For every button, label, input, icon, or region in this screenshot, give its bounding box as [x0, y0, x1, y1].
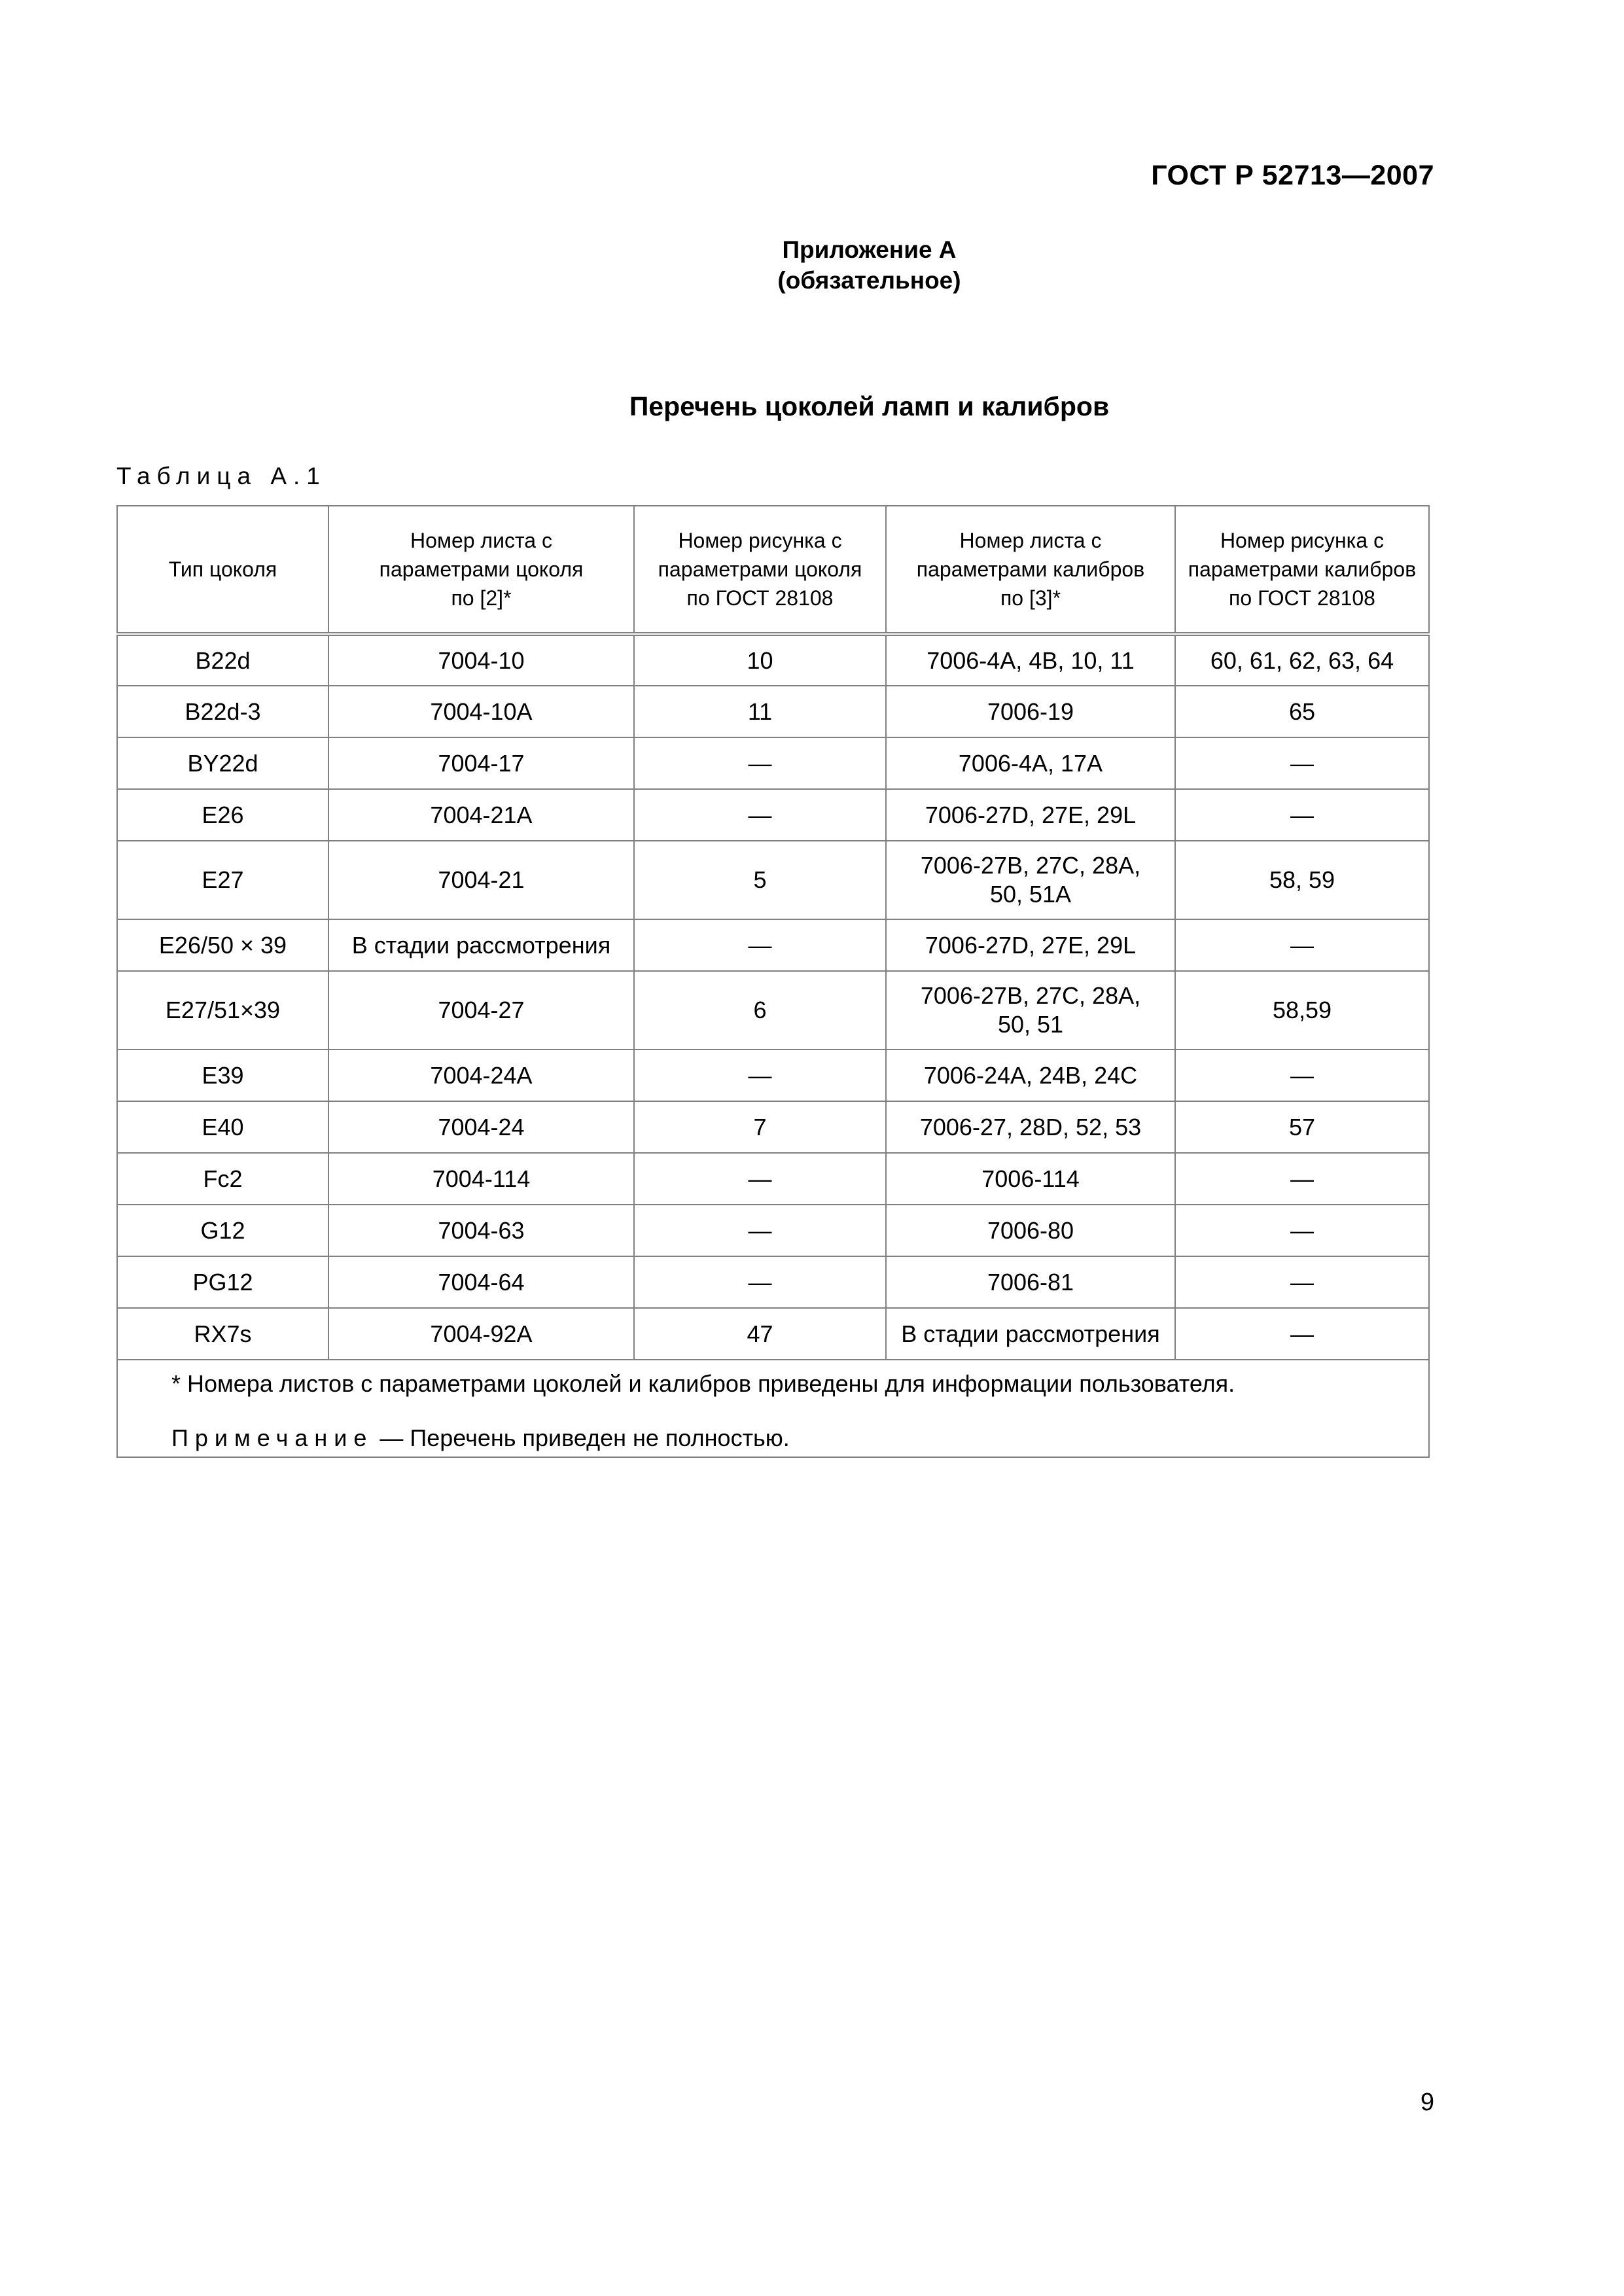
table-row: [117, 737, 1429, 789]
cell-cap-sheet: 7004-63: [328, 1205, 634, 1256]
cell-gauge-figure: 60, 61, 62, 63, 64: [1175, 634, 1429, 686]
annex-status: (обязательное): [777, 267, 961, 294]
cell-gauge-figure: 65: [1175, 686, 1429, 737]
cell-gauge-sheet: 7006-27B, 27C, 28A, 50, 51A: [886, 841, 1175, 919]
cell-cap-type: B22d: [117, 634, 328, 686]
cell-gauge-sheet: 7006-81: [886, 1256, 1175, 1308]
cell-gauge-figure: —: [1175, 1308, 1429, 1360]
table-row: [117, 686, 1429, 737]
cell-cap-sheet: В стадии рассмотрения: [328, 919, 634, 971]
cell-cap-type: RX7s: [117, 1308, 328, 1360]
cell-cap-figure: —: [634, 919, 886, 971]
cell-cap-type: G12: [117, 1205, 328, 1256]
cell-gauge-sheet: 7006-27, 28D, 52, 53: [886, 1101, 1175, 1153]
cell-cap-figure: —: [634, 789, 886, 841]
table-row: [117, 1050, 1429, 1101]
cell-cap-type: E27: [117, 841, 328, 919]
cell-gauge-figure: —: [1175, 1050, 1429, 1101]
table-row: [117, 919, 1429, 971]
cell-cap-sheet: 7004-21: [328, 841, 634, 919]
cell-gauge-sheet: 7006-19: [886, 686, 1175, 737]
cell-cap-type: PG12: [117, 1256, 328, 1308]
cell-gauge-sheet: В стадии рассмотрения: [886, 1308, 1175, 1360]
header-gauge-sheet: Номер листа с параметрами калибров по [3]*: [886, 506, 1175, 634]
note: [118, 1424, 1428, 1453]
table-row: [117, 841, 1429, 919]
table-row: [117, 1205, 1429, 1256]
cell-gauge-sheet: 7006-24A, 24B, 24C: [886, 1050, 1175, 1101]
page-title: Перечень цоколей ламп и калибров: [629, 391, 1110, 421]
table-footer-row: [117, 1360, 1429, 1457]
cell-gauge-figure: —: [1175, 1153, 1429, 1205]
cell-gauge-figure: 57: [1175, 1101, 1429, 1153]
cell-cap-figure: 11: [634, 686, 886, 737]
cell-cap-type: E27/51×39: [117, 971, 328, 1050]
cell-cap-sheet: 7004-24: [328, 1101, 634, 1153]
note-text: — Перечень приведен не полностью.: [373, 1424, 790, 1451]
header-cap-type: Тип цоколя: [117, 506, 328, 634]
cell-gauge-figure: —: [1175, 737, 1429, 789]
table-row: [117, 971, 1429, 1050]
cell-cap-sheet: 7004-114: [328, 1153, 634, 1205]
cell-gauge-sheet: 7006-4А, 4В, 10, 11: [886, 634, 1175, 686]
cell-cap-sheet: 7004-21A: [328, 789, 634, 841]
note-label: Примечание: [171, 1424, 374, 1451]
cell-cap-sheet: 7004-27: [328, 971, 634, 1050]
cell-cap-figure: —: [634, 1050, 886, 1101]
table-row: [117, 1101, 1429, 1153]
cell-gauge-sheet: 7006-4A, 17A: [886, 737, 1175, 789]
table-row: [117, 1153, 1429, 1205]
table-footnotes: [117, 1360, 1429, 1457]
cell-gauge-figure: 58,59: [1175, 971, 1429, 1050]
cell-cap-figure: 5: [634, 841, 886, 919]
table-caption: Таблица А.1: [116, 463, 327, 489]
cell-cap-figure: —: [634, 737, 886, 789]
cell-cap-figure: —: [634, 1256, 886, 1308]
cell-cap-figure: 6: [634, 971, 886, 1050]
cell-cap-type: E40: [117, 1101, 328, 1153]
cell-gauge-sheet: 7006-27D, 27E, 29L: [886, 789, 1175, 841]
cell-cap-figure: 47: [634, 1308, 886, 1360]
cell-cap-type: E26/50 × 39: [117, 919, 328, 971]
footnote: * Номера листов с параметрами цоколей и калибров приведены для информации пользователя.: [171, 1370, 1235, 1397]
cell-cap-type: BY22d: [117, 737, 328, 789]
table-row: [117, 789, 1429, 841]
cell-gauge-sheet: 7006-27D, 27E, 29L: [886, 919, 1175, 971]
cell-gauge-sheet: 7006-27B, 27C, 28A, 50, 51: [886, 971, 1175, 1050]
table-header-row: [117, 506, 1429, 634]
header-cap-figure: Номер рисунка с параметрами цоколя по ГОСТ 28108: [634, 506, 886, 634]
table-row: [117, 634, 1429, 686]
lamp-caps-table: [116, 505, 1430, 1458]
annex-title: Приложение А: [782, 236, 957, 263]
cell-gauge-figure: —: [1175, 789, 1429, 841]
cell-cap-figure: 10: [634, 634, 886, 686]
cell-cap-type: Fc2: [117, 1153, 328, 1205]
cell-gauge-figure: 58, 59: [1175, 841, 1429, 919]
header-cap-sheet: Номер листа с параметрами цоколя по [2]*: [328, 506, 634, 634]
cell-cap-figure: 7: [634, 1101, 886, 1153]
table-row: [117, 1256, 1429, 1308]
cell-cap-type: E39: [117, 1050, 328, 1101]
cell-cap-sheet: 7004-24A: [328, 1050, 634, 1101]
cell-cap-type: B22d-3: [117, 686, 328, 737]
cell-cap-sheet: 7004-92A: [328, 1308, 634, 1360]
table-row: [117, 1308, 1429, 1360]
cell-cap-sheet: 7004-64: [328, 1256, 634, 1308]
cell-gauge-sheet: 7006-80: [886, 1205, 1175, 1256]
document-code: ГОСТ Р 52713—2007: [1151, 160, 1434, 191]
page-number: 9: [1420, 2089, 1434, 2116]
cell-cap-figure: —: [634, 1153, 886, 1205]
cell-gauge-figure: —: [1175, 919, 1429, 971]
cell-gauge-figure: —: [1175, 1256, 1429, 1308]
header-gauge-figure: Номер рисунка с параметрами калибров по ГОСТ 28108: [1175, 506, 1429, 634]
cell-gauge-figure: —: [1175, 1205, 1429, 1256]
cell-cap-type: E26: [117, 789, 328, 841]
cell-cap-sheet: 7004-10A: [328, 686, 634, 737]
cell-gauge-sheet: 7006-114: [886, 1153, 1175, 1205]
cell-cap-sheet: 7004-10: [328, 634, 634, 686]
cell-cap-sheet: 7004-17: [328, 737, 634, 789]
cell-cap-figure: —: [634, 1205, 886, 1256]
annex-heading: [0, 234, 1624, 296]
